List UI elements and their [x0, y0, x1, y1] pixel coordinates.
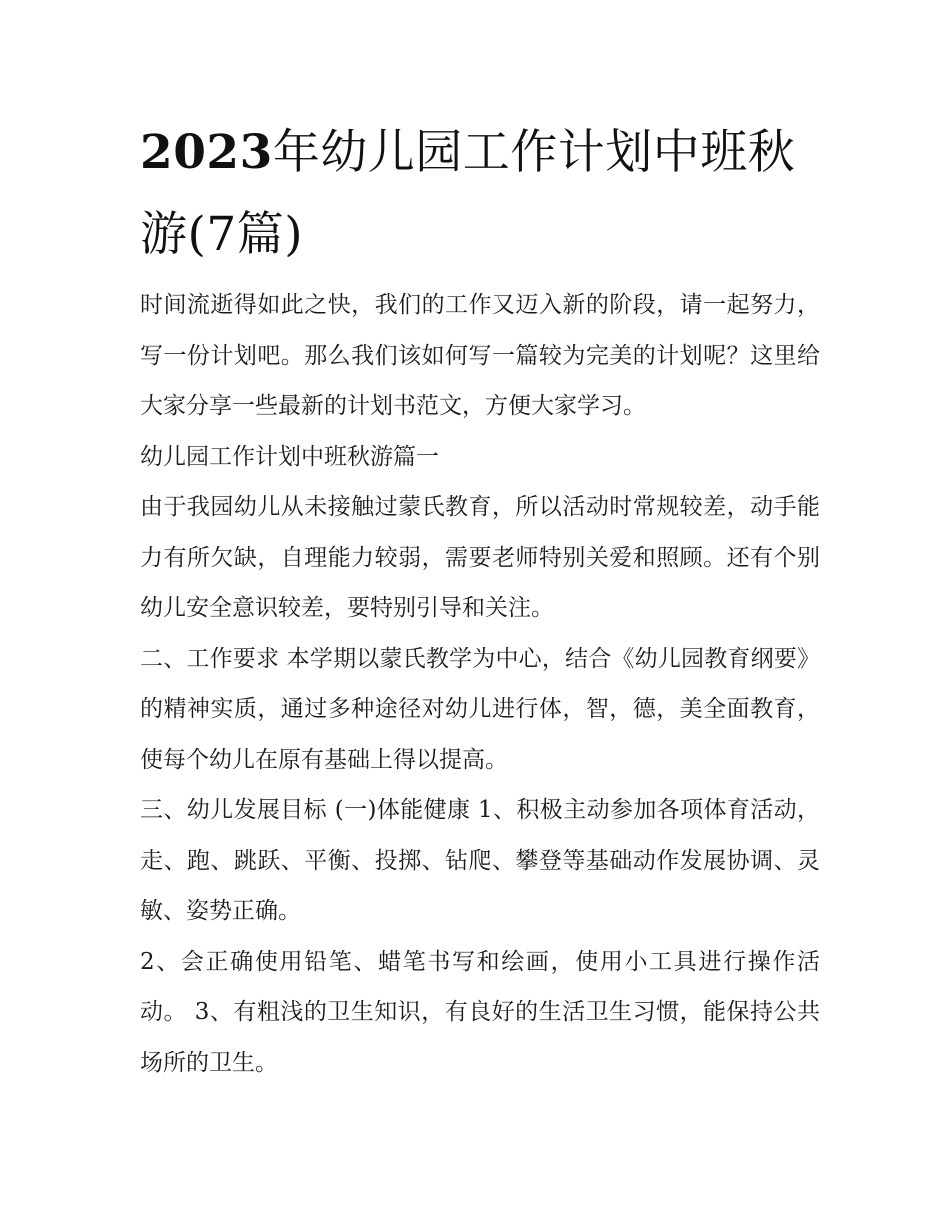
title-year: 2023	[140, 125, 273, 180]
intro-paragraph: 时间流逝得如此之快，我们的工作又迈入新的阶段，请一起努力，写一份计划吧。那么我们该如何写一篇较为完美的计划呢？这里给大家分享一些最新的计划书范文，方便大家学习。	[140, 292, 820, 419]
body-paragraph: 三、幼儿发展目标 (一)体能健康 1、积极主动参加各项体育活动，走、跑、跳跃、平衡、投掷、钻爬、攀登等基础动作发展协调、灵敏、姿势正确。	[140, 797, 820, 924]
document-content	[140, 112, 820, 1088]
body-paragraph: 二、工作要求 本学期以蒙氏教学为中心，结合《幼儿园教育纲要》的精神实质，通过多种途径对幼儿进行体，智，德，美全面教育，使每个幼儿在原有基础上得以提高。	[140, 645, 820, 773]
body-paragraph: 由于我园幼儿从未接触过蒙氏教育，所以活动时常规较差，动手能力有所欠缺，自理能力较弱，需要老师特别关爱和照顾。还有个别幼儿安全意识较差，要特别引导和关注。	[140, 494, 820, 621]
title-text: 年幼儿园工作计划中班秋游(7篇)	[140, 125, 796, 262]
section-heading: 幼儿园工作计划中班秋游篇一	[140, 443, 439, 470]
document-body	[140, 280, 820, 1088]
document-title	[140, 112, 820, 276]
body-paragraph: 2、会正确使用铅笔、蜡笔书写和绘画，使用小工具进行操作活动。 3、有粗浅的卫生知识，有良好的生活卫生习惯，能保持公共场所的卫生。	[140, 948, 820, 1076]
